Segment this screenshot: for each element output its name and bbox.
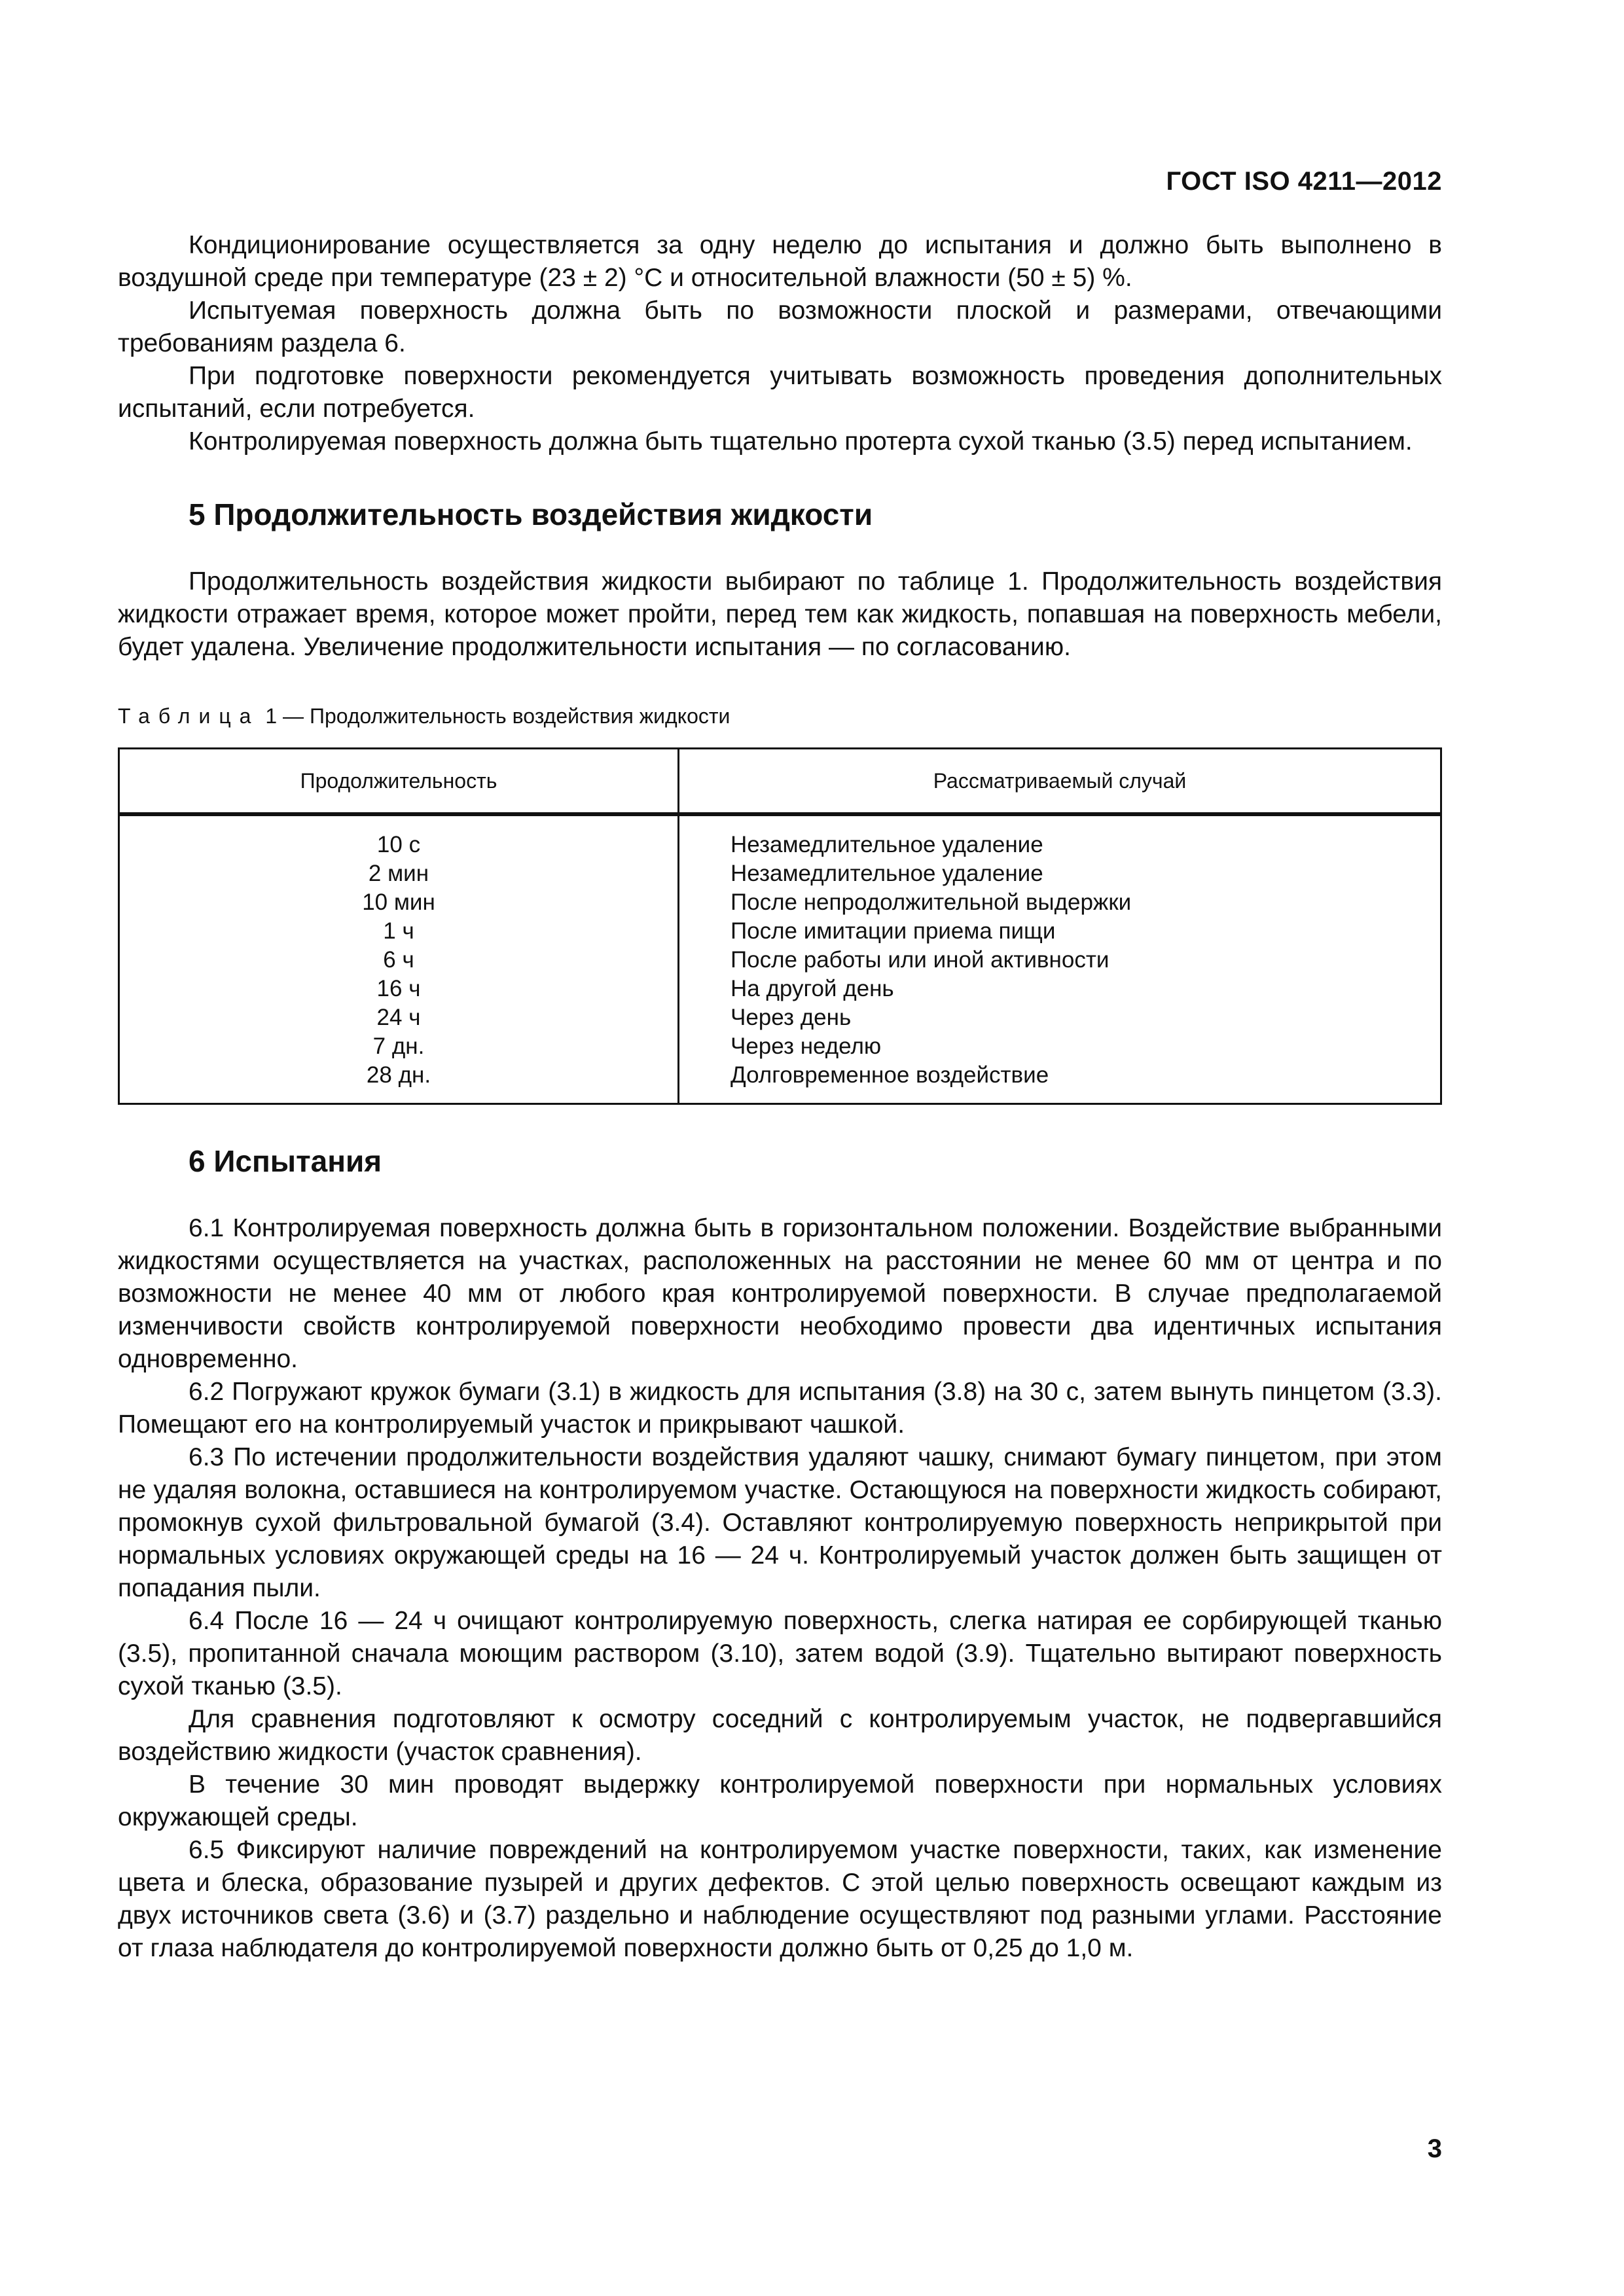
case-cell: Незамедлительное удаление bbox=[679, 814, 1441, 859]
duration-cell: 6 ч bbox=[119, 946, 679, 975]
section-5-paragraph: Продолжительность воздействия жидкости выбирают по таблице 1. Продолжительность воздействия жидкости отражает время, которое может пройти, перед тем как жидкость, попавшая на поверхность мебели, будет удалена. Увеличение продолжительности испытания — по согласованию. bbox=[118, 567, 1442, 661]
table-row bbox=[119, 859, 1441, 888]
document-code-header: ГОСТ ISO 4211—2012 bbox=[1166, 167, 1442, 196]
case-cell: Незамедлительное удаление bbox=[679, 859, 1441, 888]
intro-paragraph-conditioning: Кондиционирование осуществляется за одну неделю до испытания и должно быть выполнено в воздушной среде при температуре (23 ± 2) °С и относительной влажности (50 ± 5) %. bbox=[118, 231, 1442, 292]
comparison-area-paragraph: Для сравнения подготовляют к осмотру соседний с контролируемым участок, не подвергавшийся воздействию жидкости (участок сравнения). bbox=[118, 1705, 1442, 1766]
table-header-row bbox=[119, 749, 1441, 815]
duration-cell: 1 ч bbox=[119, 917, 679, 946]
table-row bbox=[119, 814, 1441, 859]
case-cell: Через день bbox=[679, 1003, 1441, 1032]
intro-paragraph-wiping: Контролируемая поверхность должна быть тщательно протерта сухой тканью (3.5) перед испытанием. bbox=[189, 427, 1413, 456]
table-1-caption bbox=[118, 703, 1442, 729]
table-row bbox=[119, 917, 1441, 946]
duration-cell: 10 мин bbox=[119, 888, 679, 917]
clause-6-3-paragraph: 6.3 По истечении продолжительности воздействия удаляют чашку, снимают бумагу пинцетом, при этом не удаляя волокна, оставшиеся на контролируемом участке. Остающуюся на поверхности жидкость собирают, промокнув сухой фильтровальной бумагой (3.4). Оставляют контролируемую поверхность неприкрытой при нормальных условиях окружающей среды на 16 — 24 ч. Контролируемый участок должен быть защищен от попадания пыли. bbox=[118, 1443, 1442, 1602]
table-caption-label: Таблица bbox=[118, 704, 260, 728]
intro-paragraph-preparation: При подготовке поверхности рекомендуется учитывать возможность проведения дополнительных испытаний, если потребуется. bbox=[118, 362, 1442, 423]
clause-6-4-paragraph: 6.4 После 16 — 24 ч очищают контролируемую поверхность, слегка натирая ее сорбирующей тканью (3.5), пропитанной сначала моющим раствором (3.10), затем водой (3.9). Тщательно вытирают поверхность сухой тканью (3.5). bbox=[118, 1607, 1442, 1700]
table-row bbox=[119, 946, 1441, 975]
conditioning-30min-paragraph: В течение 30 мин проводят выдержку контролируемой поверхности при нормальных условиях окружающей среды. bbox=[118, 1770, 1442, 1831]
table-row bbox=[119, 1003, 1441, 1032]
case-cell: После непродолжительной выдержки bbox=[679, 888, 1441, 917]
table-row bbox=[119, 975, 1441, 1003]
section-6-heading: 6 Испытания bbox=[189, 1144, 382, 1178]
page-content bbox=[118, 229, 1442, 1965]
case-cell: После работы или иной активности bbox=[679, 946, 1441, 975]
duration-cell: 10 с bbox=[119, 814, 679, 859]
duration-cell: 7 дн. bbox=[119, 1032, 679, 1061]
case-cell: Через неделю bbox=[679, 1032, 1441, 1061]
table-caption-title: 1 — Продолжительность воздействия жидкости bbox=[265, 704, 731, 728]
page-number: 3 bbox=[1427, 2134, 1442, 2163]
duration-table bbox=[118, 747, 1442, 1105]
table-row bbox=[119, 1061, 1441, 1104]
duration-cell: 2 мин bbox=[119, 859, 679, 888]
table-row bbox=[119, 1032, 1441, 1061]
duration-cell: 16 ч bbox=[119, 975, 679, 1003]
intro-paragraph-surface: Испытуемая поверхность должна быть по возможности плоской и размерами, отвечающими требованиям раздела 6. bbox=[118, 296, 1442, 357]
duration-cell: 24 ч bbox=[119, 1003, 679, 1032]
section-5-heading: 5 Продолжительность воздействия жидкости bbox=[189, 497, 873, 531]
clause-6-2-paragraph: 6.2 Погружают кружок бумаги (3.1) в жидкость для испытания (3.8) на 30 с, затем вынуть пинцетом (3.3). Помещают его на контролируемый участок и прикрывают чашкой. bbox=[118, 1378, 1442, 1439]
case-cell: Долговременное воздействие bbox=[679, 1061, 1441, 1104]
duration-cell: 28 дн. bbox=[119, 1061, 679, 1104]
column-header-case: Рассматриваемый случай bbox=[679, 749, 1441, 815]
clause-6-5-paragraph: 6.5 Фиксируют наличие повреждений на контролируемом участке поверхности, таких, как изменение цвета и блеска, образование пузырей и других дефектов. С этой целью поверхность освещают каждым из двух источников света (3.6) и (3.7) раздельно и наблюдение осуществляют под разными углами. Расстояние от глаза наблюдателя до контролируемой поверхности должно быть от 0,25 до 1,0 м. bbox=[118, 1836, 1442, 1962]
case-cell: После имитации приема пищи bbox=[679, 917, 1441, 946]
clause-6-1-paragraph: 6.1 Контролируемая поверхность должна быть в горизонтальном положении. Воздействие выбранными жидкостями осуществляется на участках, расположенных на расстоянии не менее 60 мм от центра и по возможности не менее 40 мм от любого края контролируемой поверхности. В случае предполагаемой изменчивости свойств контролируемой поверхности необходимо провести два идентичных испытания одновременно. bbox=[118, 1214, 1442, 1373]
table-row bbox=[119, 888, 1441, 917]
case-cell: На другой день bbox=[679, 975, 1441, 1003]
column-header-duration: Продолжительность bbox=[119, 749, 679, 815]
